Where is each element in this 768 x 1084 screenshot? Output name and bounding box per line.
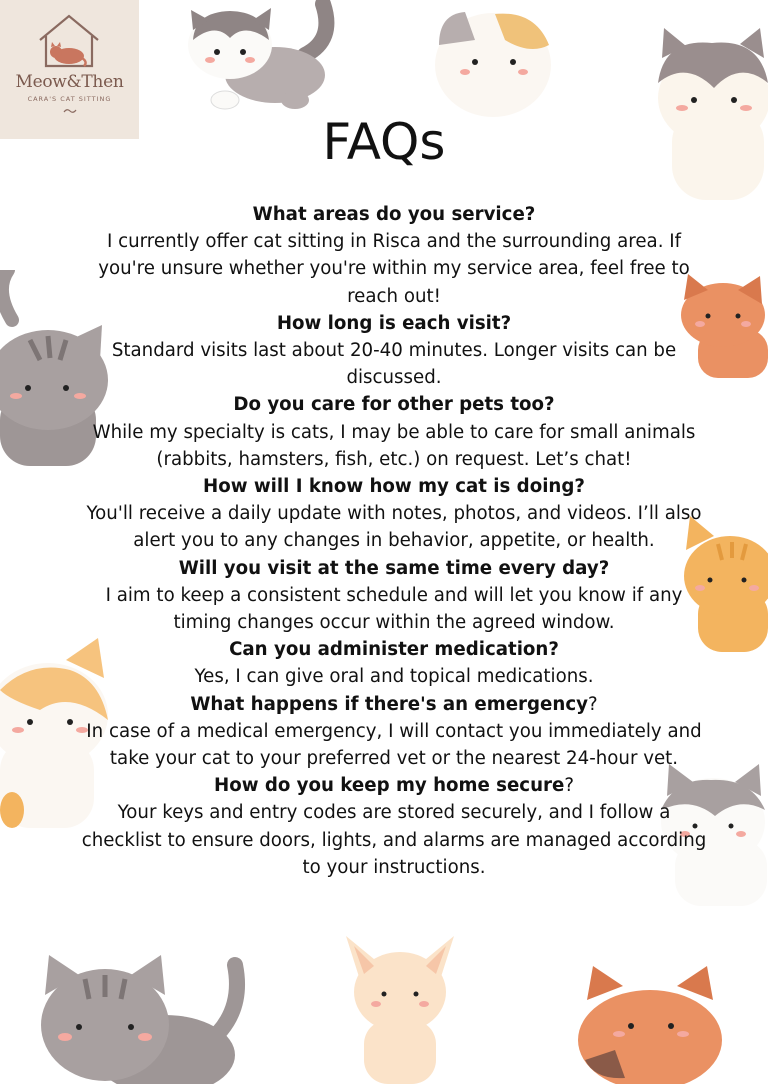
faq-question: How long is each visit?: [276, 312, 512, 334]
faq-answer: While my specialty is cats, I may be able to care for small animals (rabbits, hamsters, fish, etc.) on request. Let’s chat!: [92, 421, 696, 470]
logo-brand: Meow&Then: [15, 72, 124, 92]
faq-question: Do you care for other pets too?: [233, 394, 555, 416]
faq-item: [80, 391, 708, 473]
gray-white-cat-right-top-illustration: [650, 18, 768, 203]
faq-answer: I currently offer cat sitting in Risca and the surrounding area. If you're unsure whether you're within my service area, feel free to reach out!: [98, 231, 690, 307]
faq-answer: You'll receive a daily update with notes, photos, and videos. I’ll also alert you to any changes in behavior, appetite, or health.: [86, 503, 702, 552]
faq-item: [80, 555, 708, 637]
faq-answer: In case of a medical emergency, I will contact you immediately and take your cat to your preferred vet or the nearest 24-hour vet.: [86, 720, 702, 770]
faq-question: How do you keep my home secure?: [213, 775, 574, 797]
house-cat-icon: [36, 12, 102, 70]
faq-question: Can you administer medication?: [229, 639, 559, 661]
faq-answer: I aim to keep a consistent schedule and will let you know if any timing changes occur within the agreed window.: [105, 584, 683, 634]
orange-cat-bottom-right-illustration: [575, 960, 725, 1084]
faq-item: [80, 636, 708, 690]
faq-item: [80, 772, 708, 881]
faq-item: [80, 201, 708, 310]
logo-tagline: CARA'S CAT SITTING: [27, 95, 112, 103]
gray-cat-top-illustration: [185, 0, 340, 115]
faq-answer: Standard visits last about 20-40 minutes. Longer visits can be discussed.: [111, 340, 677, 389]
gray-tabby-cat-bottom-left-illustration: [35, 945, 250, 1084]
faq-question: What areas do you service?: [252, 204, 536, 225]
faq-question: What happens if there's an emergency?: [190, 693, 598, 715]
page-title: FAQs: [322, 113, 446, 171]
faq-answer: Your keys and entry codes are stored securely, and I follow a checklist to ensure doors, lights, and alarms are managed according to your instructions.: [81, 802, 707, 878]
calico-cat-top-illustration: [425, 0, 565, 120]
faq-question: How will I know how my cat is doing?: [203, 476, 585, 498]
faq-list: [80, 201, 708, 881]
faq-answer: Yes, I can give oral and topical medications.: [194, 666, 594, 688]
faq-item: [80, 310, 708, 392]
faq-item: [80, 691, 708, 773]
cream-sphynx-cat-bottom-illustration: [340, 930, 460, 1084]
faq-item: [80, 473, 708, 555]
faq-question: Will you visit at the same time every day?: [178, 557, 610, 579]
